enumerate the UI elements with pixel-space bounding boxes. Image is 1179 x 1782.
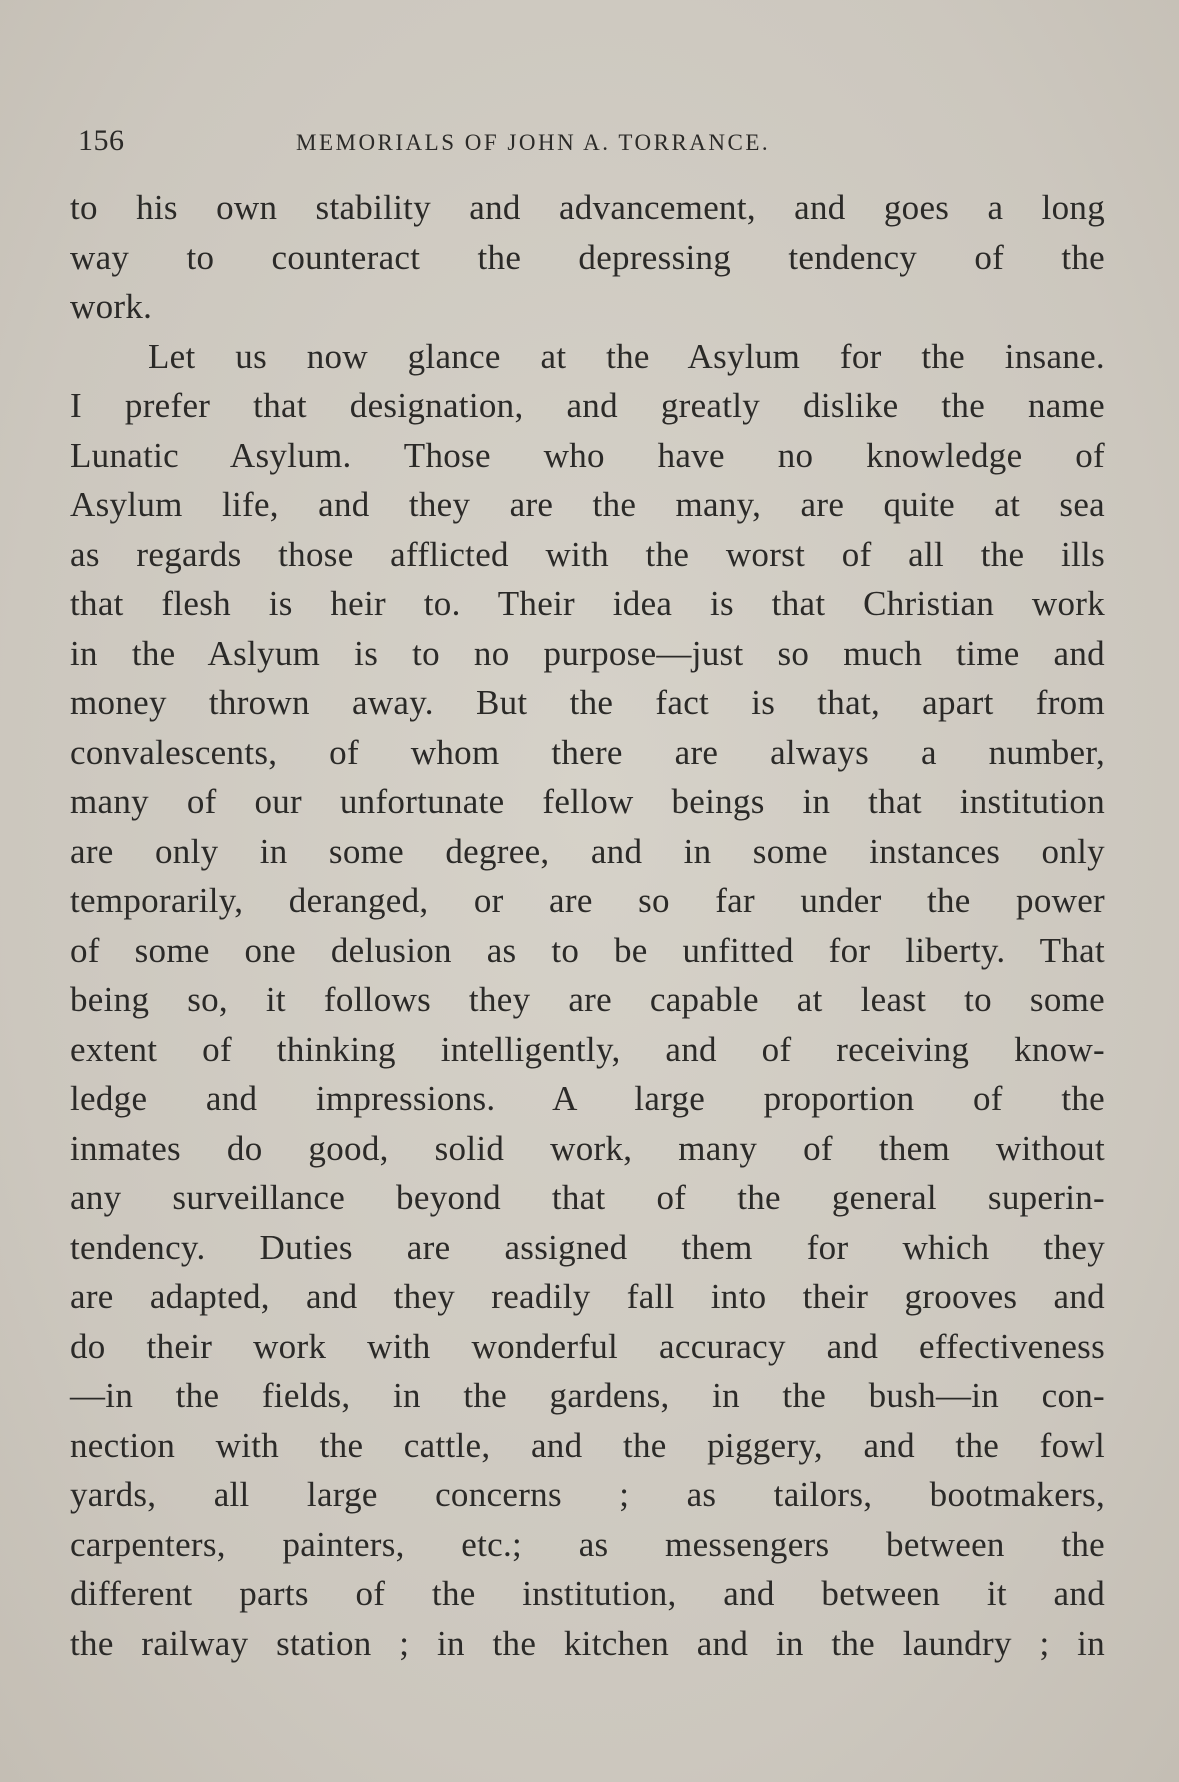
text-line: —in the fields, in the gardens, in the bush—in con- xyxy=(70,1376,1105,1415)
text-line: that flesh is heir to. Their idea is that Christian work xyxy=(70,584,1105,623)
text-line: any surveillance beyond that of the general superin- xyxy=(70,1178,1105,1217)
text-line: temporarily, deranged, or are so far under the power xyxy=(70,881,1105,920)
text-line: Asylum life, and they are the many, are quite at sea xyxy=(70,485,1105,524)
text-line: tendency. Duties are assigned them for which they xyxy=(70,1227,1105,1267)
text-line: carpenters, painters, etc.; as messengers between the xyxy=(70,1524,1105,1564)
text-line: way to counteract the depressing tendency of the xyxy=(70,237,1105,277)
text-line: being so, it follows they are capable at least to some xyxy=(70,980,1105,1019)
text-line: Lunatic Asylum. Those who have no knowledge of xyxy=(70,435,1105,475)
running-title: MEMORIALS OF JOHN A. TORRANCE. xyxy=(296,130,771,155)
text-line: of some one delusion as to be unfitted for liberty. That xyxy=(70,930,1105,970)
text-line: are only in some degree, and in some instances only xyxy=(70,831,1105,871)
text-line: money thrown away. But the fact is that, apart from xyxy=(70,683,1105,722)
text-line: nection with the cattle, and the piggery, and the fowl xyxy=(70,1425,1105,1465)
text-line: as regards those afflicted with the worst of all the ills xyxy=(70,534,1105,574)
text-line: the railway station ; in the kitchen and in the laundry ; in xyxy=(70,1623,1105,1663)
text-line: Let us now glance at the Asylum for the insane. xyxy=(148,336,1105,376)
text-line: are adapted, and they readily fall into their grooves and xyxy=(70,1277,1105,1316)
text-line: many of our unfortunate fellow beings in that institution xyxy=(70,782,1105,821)
text-line: yards, all large concerns ; as tailors, bootmakers, xyxy=(70,1475,1105,1514)
body-text xyxy=(70,183,1105,1668)
text-line: inmates do good, solid work, many of them without xyxy=(70,1128,1105,1168)
text-line: ledge and impressions. A large proportion of the xyxy=(70,1079,1105,1118)
text-line: do their work with wonderful accuracy and effectiveness xyxy=(70,1326,1105,1366)
text-line: to his own stability and advancement, and goes a long xyxy=(70,188,1105,227)
page-number: 156 xyxy=(78,124,125,157)
text-line: I prefer that designation, and greatly dislike the name xyxy=(70,386,1105,425)
running-head xyxy=(70,124,1105,164)
text-line: in the Aslyum is to no purpose—just so much time and xyxy=(70,633,1105,673)
text-line: different parts of the institution, and between it and xyxy=(70,1574,1105,1613)
text-line: extent of thinking intelligently, and of receiving know- xyxy=(70,1029,1105,1069)
text-line: convalescents, of whom there are always a number, xyxy=(70,732,1105,772)
text-line: work. xyxy=(70,287,153,326)
